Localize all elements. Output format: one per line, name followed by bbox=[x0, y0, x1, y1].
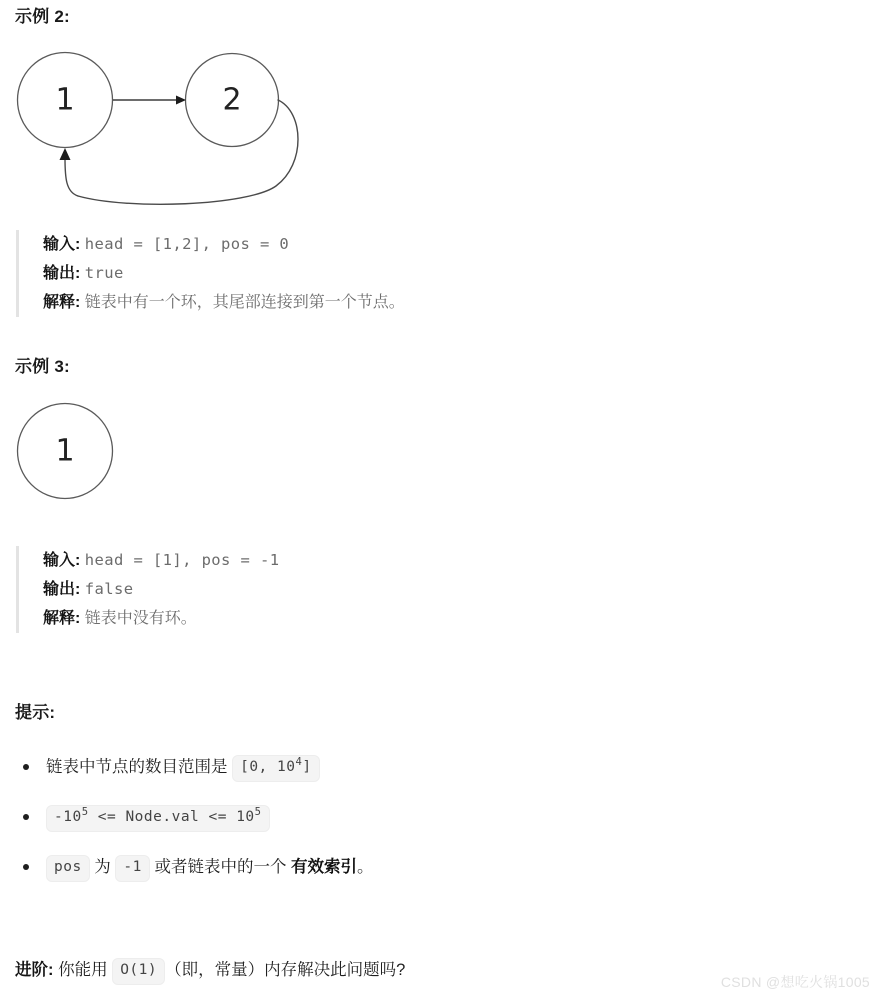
code-chip-tail: ] bbox=[302, 759, 312, 775]
code-chip-exponent: 4 bbox=[295, 756, 303, 769]
node-label-2: 2 bbox=[222, 82, 242, 118]
input-value: head = [1,2], pos = 0 bbox=[84, 235, 290, 253]
hint-text-after: 或者链表中的一个 bbox=[154, 858, 287, 876]
linked-list-single-node-diagram-example-3 bbox=[8, 388, 338, 518]
code-chip-text: [0, 10 bbox=[240, 759, 296, 775]
example-3-input-line bbox=[43, 546, 279, 575]
example-2-explain-line bbox=[43, 288, 405, 317]
hints-heading: 提示: bbox=[15, 703, 56, 722]
example-3-output-line bbox=[43, 575, 279, 604]
explain-value: 链表中没有环。 bbox=[84, 610, 197, 627]
output-value: true bbox=[84, 264, 124, 282]
explain-value: 链表中有一个环，其尾部连接到第一个节点。 bbox=[84, 294, 405, 311]
list-item bbox=[16, 848, 816, 898]
code-chip-text: -10 bbox=[54, 809, 82, 825]
code-chip-mid: <= Node.val <= 10 bbox=[88, 809, 255, 825]
code-chip-exponent: 5 bbox=[81, 806, 89, 819]
hint-text-tail: 。 bbox=[357, 858, 374, 876]
bullet-icon bbox=[23, 814, 29, 820]
code-chip-pos: pos bbox=[46, 855, 90, 882]
bullet-icon bbox=[23, 864, 29, 870]
example-2-io-block bbox=[16, 230, 405, 317]
example-3-io-block bbox=[16, 546, 279, 633]
input-label: 输入: bbox=[43, 236, 81, 253]
followup-text-after: （即，常量）内存解决此问题吗? bbox=[165, 961, 406, 979]
node-label-1: 1 bbox=[55, 82, 75, 118]
example-3-heading: 示例 3: bbox=[15, 357, 70, 376]
code-chip-exponent-2: 5 bbox=[254, 806, 262, 819]
output-value: false bbox=[84, 580, 134, 598]
followup-label: 进阶: bbox=[15, 961, 54, 979]
followup-line bbox=[15, 955, 405, 985]
example-2-output-line bbox=[43, 259, 405, 288]
output-label: 输出: bbox=[43, 265, 81, 282]
hint-text: 链表中节点的数目范围是 bbox=[46, 758, 228, 776]
code-chip bbox=[46, 805, 270, 832]
explain-label: 解释: bbox=[43, 294, 81, 311]
example-2-heading: 示例 2: bbox=[15, 7, 70, 26]
code-chip bbox=[232, 755, 319, 782]
explain-label: 解释: bbox=[43, 610, 81, 627]
hints-list bbox=[16, 748, 816, 898]
example-3-explain-line bbox=[43, 604, 279, 633]
input-label: 输入: bbox=[43, 552, 81, 569]
code-chip-minus-one: -1 bbox=[115, 855, 149, 882]
hint-text-bold: 有效索引 bbox=[291, 858, 358, 876]
edge-arrow-1-to-2 bbox=[113, 96, 186, 105]
bullet-icon bbox=[23, 764, 29, 770]
list-item bbox=[16, 748, 816, 798]
linked-list-cycle-diagram-example-2 bbox=[8, 38, 338, 218]
list-item bbox=[16, 798, 816, 848]
csdn-watermark: CSDN @想吃火锅1005 bbox=[720, 974, 870, 990]
hint-text-mid: 为 bbox=[94, 858, 111, 876]
output-label: 输出: bbox=[43, 581, 81, 598]
followup-text-before: 你能用 bbox=[58, 961, 108, 979]
node-label-1: 1 bbox=[55, 433, 75, 469]
input-value: head = [1], pos = -1 bbox=[84, 551, 280, 569]
code-chip-complexity: O(1) bbox=[112, 958, 165, 985]
example-2-input-line bbox=[43, 230, 405, 259]
